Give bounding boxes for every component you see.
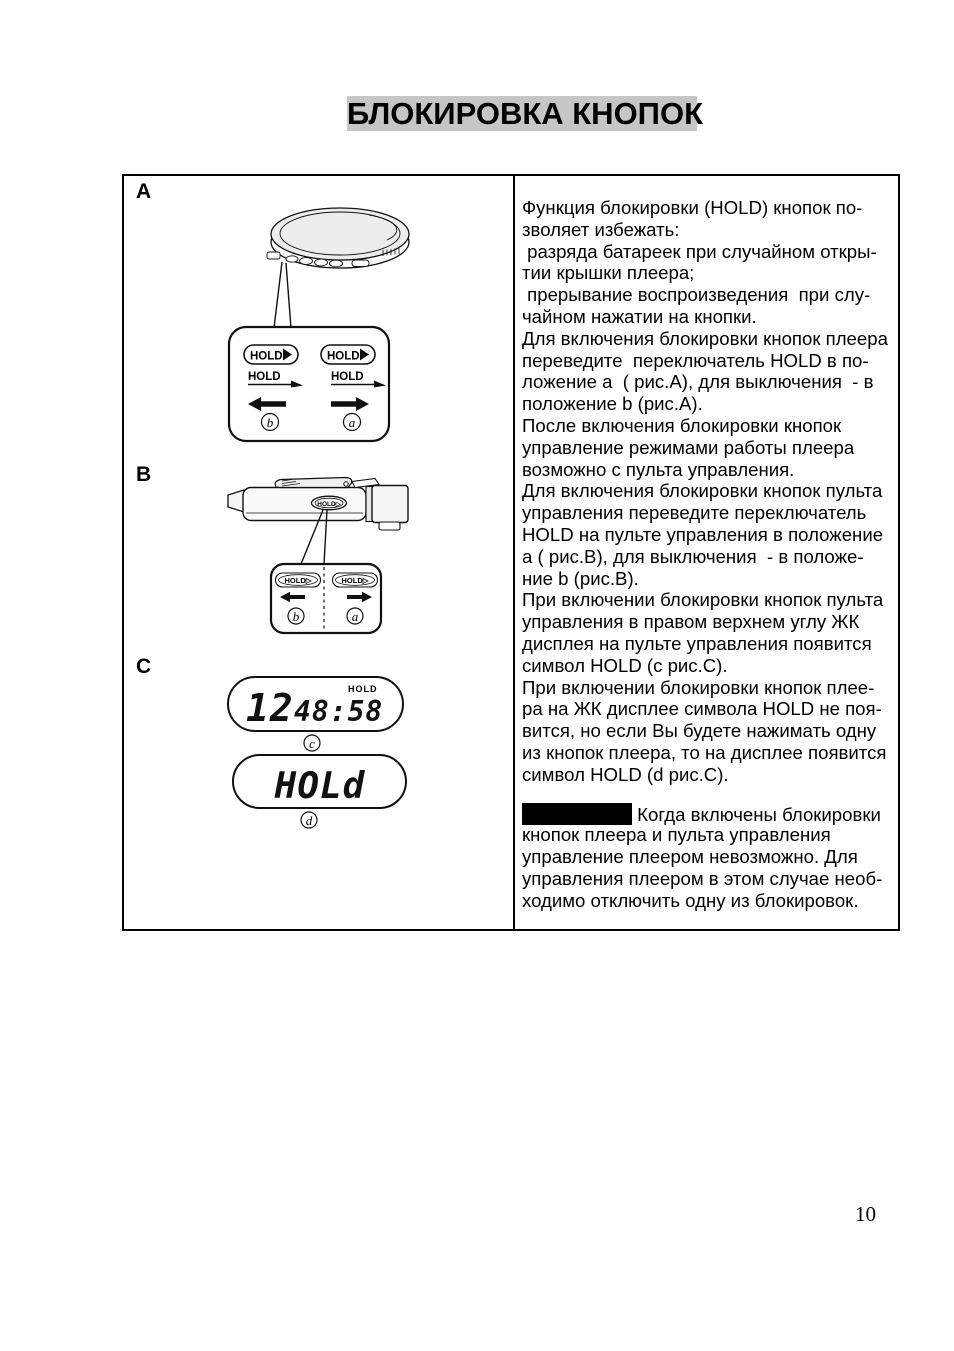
- lcd-hold-text: HOLd: [274, 766, 366, 807]
- figures-illustration: [124, 176, 515, 929]
- hold-switch-label: HOLD: [248, 371, 281, 383]
- instruction-line: зволяет избежать:: [522, 218, 680, 240]
- note-label-redacted-box: [522, 803, 632, 825]
- note-line: ходимо отключить одну из блокировок.: [522, 889, 859, 911]
- lcd-time: 48:58: [294, 695, 384, 728]
- figure-a-callout-lines: [274, 262, 291, 328]
- hold-indicator: HOLD: [348, 684, 378, 694]
- instruction-line: ра на ЖК дисплее символа HOLD не поя-: [522, 698, 882, 720]
- note-line: управление плеером невозможно. Для: [522, 846, 858, 868]
- note-line: управления плеером в этом случае необ-: [522, 867, 883, 889]
- position-a-marker: [347, 608, 363, 624]
- instruction-line: возможно с пульта управления.: [522, 458, 795, 480]
- instruction-line: ложение a ( рис.А), для выключения - в: [522, 371, 874, 393]
- instruction-line: переведите переключатель HOLD в по-: [522, 349, 869, 371]
- content-table: [122, 174, 900, 931]
- caption-letter: c: [309, 735, 315, 751]
- remote-hold-switch-right: [333, 573, 378, 587]
- position-letter: a: [351, 608, 359, 624]
- page-number: 10: [855, 1202, 876, 1226]
- instructions-cell: [515, 176, 898, 929]
- instruction-line: Функция блокировки (HOLD) кнопок по-: [522, 197, 863, 218]
- instruction-line: После включения блокировки кнопок: [522, 414, 842, 436]
- position-b-marker: [262, 414, 279, 431]
- position-b-marker: [288, 608, 304, 624]
- instruction-line: чайном нажатии на кнопки.: [522, 305, 757, 327]
- note-paragraph: [522, 824, 893, 911]
- instruction-line: тии крышки плеера;: [522, 262, 695, 284]
- instruction-line: символ HOLD (d рис.С).: [522, 763, 729, 785]
- note-line: кнопок плеера и пульта управления: [522, 824, 831, 846]
- caption-c-marker: [304, 735, 320, 751]
- instruction-line: ние b (рис.В).: [522, 567, 639, 589]
- lcd-display-c: [228, 677, 403, 731]
- instruction-line: вится, но если Вы будете нажимать одну: [522, 720, 877, 742]
- instruction-line: дисплея на пульте управления появится: [522, 632, 872, 654]
- hold-switch-label: HOLD▷: [284, 575, 312, 585]
- instruction-line: a ( рис.В), для выключения - в положе-: [522, 545, 864, 567]
- instruction-line: положение b (рис.А).: [522, 393, 703, 415]
- lcd-track-number: 12: [246, 686, 294, 730]
- note-first-line: [522, 803, 893, 825]
- caption-d-marker: [301, 812, 317, 828]
- cd-player-illustration: [267, 208, 409, 268]
- lcd-display-d: [233, 755, 406, 808]
- figure-c-label: C: [136, 655, 152, 678]
- instruction-line: прерывание воспроизведения при слу-: [522, 284, 871, 306]
- position-a-marker: [344, 414, 361, 431]
- hold-button-left: [244, 345, 298, 364]
- position-letter: b: [266, 415, 274, 430]
- hold-switch-label: HOLD▷: [341, 575, 369, 585]
- hold-switch-label: HOLD: [331, 371, 364, 383]
- instruction-line: Для включения блокировки кнопок пульта: [522, 480, 883, 502]
- remote-hold-label: HOLD▷: [317, 500, 341, 508]
- instruction-line: При включении блокировки кнопок пульта: [522, 589, 884, 611]
- instruction-line: символ HOLD (c рис.С).: [522, 654, 728, 676]
- figures-cell: [124, 176, 515, 929]
- hold-button-label: HOLD: [250, 350, 283, 363]
- instruction-line: из кнопок плеера, то на дисплее появится: [522, 741, 887, 763]
- instruction-line: управление режимами работы плеера: [522, 436, 855, 458]
- position-letter: a: [348, 415, 356, 430]
- instruction-line: разряда батареек при случайном откры-: [522, 240, 877, 262]
- note-block: [522, 803, 893, 912]
- instruction-paragraph: [522, 197, 893, 786]
- instruction-line: При включении блокировки кнопок плее-: [522, 676, 875, 698]
- figure-a-label: A: [136, 180, 152, 203]
- position-letter: b: [292, 608, 300, 624]
- instruction-line: управления в правом верхнем углу ЖК: [522, 611, 860, 633]
- hold-button-label: HOLD: [327, 350, 360, 363]
- instruction-line: Для включения блокировки кнопок плеера: [522, 327, 888, 349]
- caption-letter: d: [305, 812, 313, 828]
- remote-hold-switch-left: [276, 573, 321, 587]
- instruction-line: HOLD на пульте управления в положение: [522, 523, 884, 545]
- page-title: БЛОКИРОВКА КНОПОК: [347, 96, 704, 131]
- note-first-text: Когда включены блокировки: [632, 803, 881, 825]
- instruction-line: управления переведите переключатель: [522, 502, 867, 524]
- figure-b-label: B: [136, 463, 152, 486]
- hold-button-right: [321, 345, 375, 364]
